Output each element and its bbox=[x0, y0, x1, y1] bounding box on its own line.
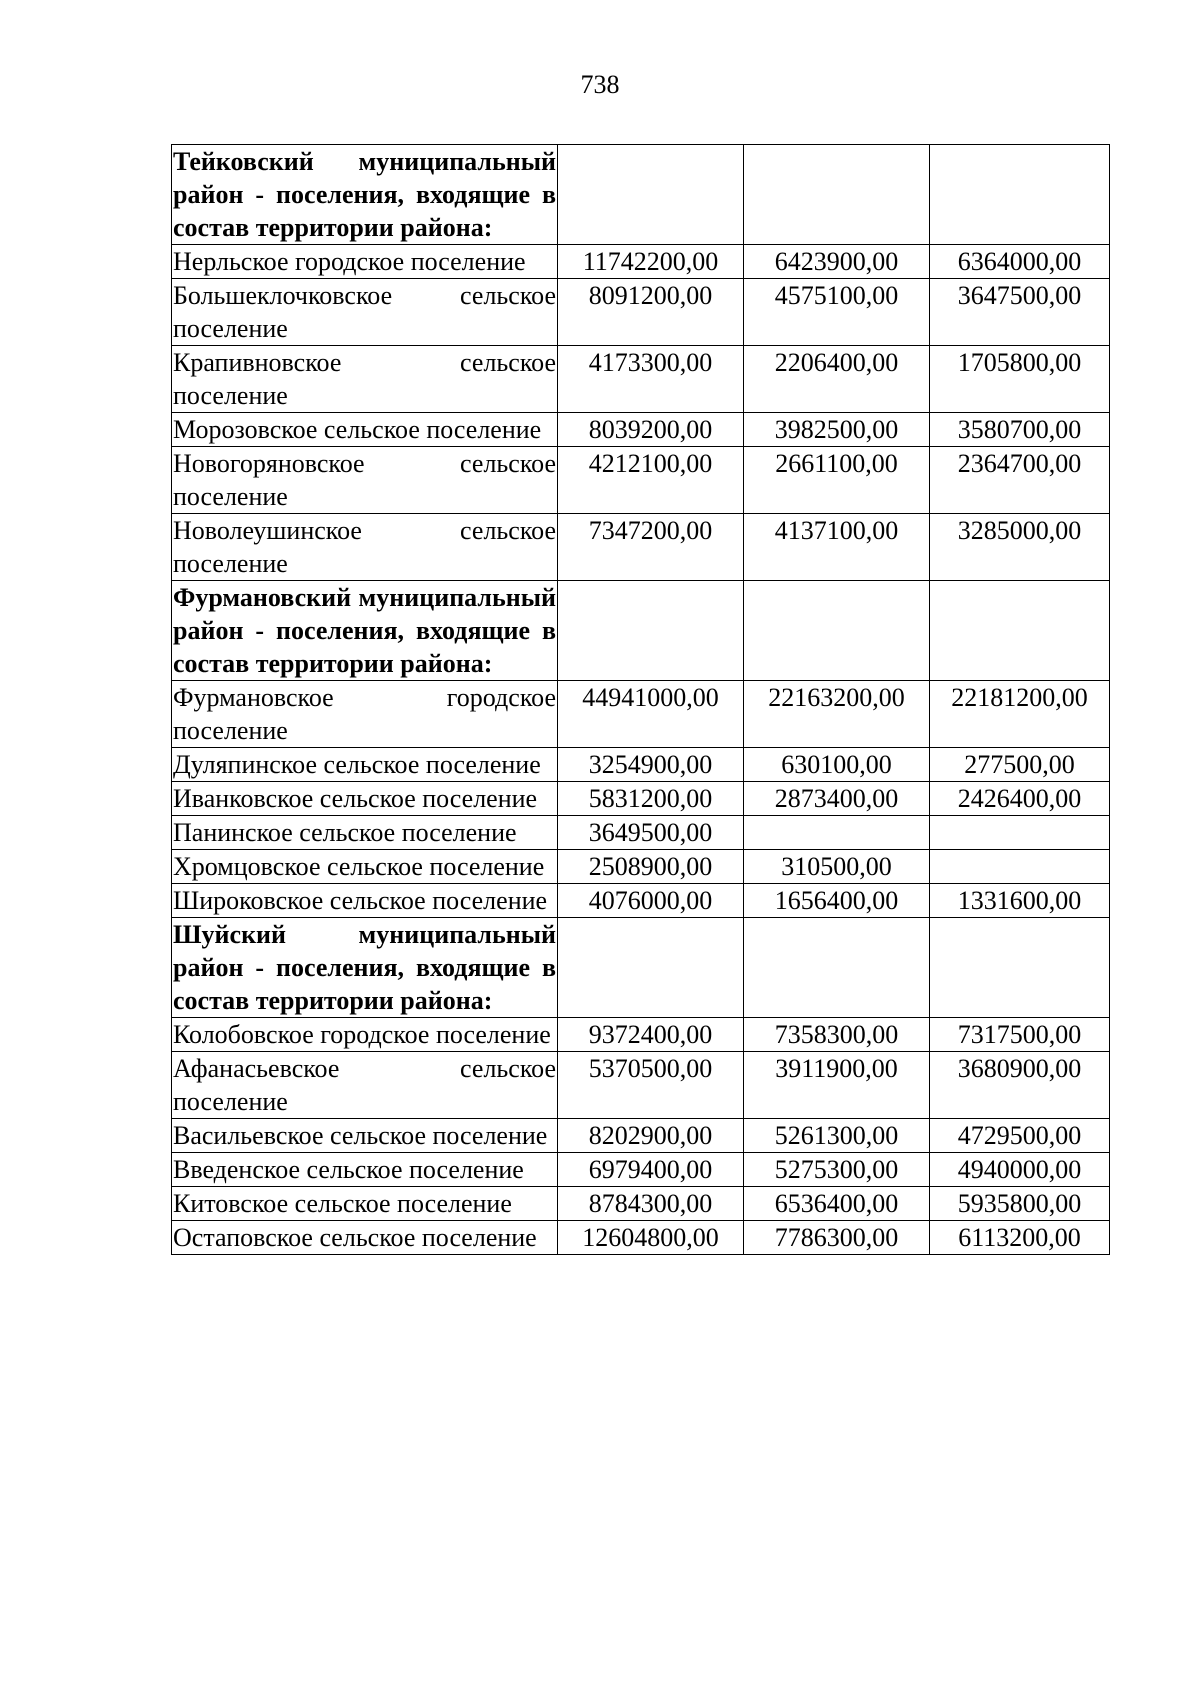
amount-cell-3: 4940000,00 bbox=[930, 1153, 1110, 1187]
amount-cell-2: 7358300,00 bbox=[744, 1018, 930, 1052]
settlement-name: Афанасьевское сельское поселение bbox=[172, 1052, 558, 1119]
settlement-name: Большеклочковское сельское поселение bbox=[172, 279, 558, 346]
amount-cell-1: 5370500,00 bbox=[558, 1052, 744, 1119]
settlement-name: Панинское сельское поселение bbox=[172, 816, 558, 850]
amount-cell-2: 22163200,00 bbox=[744, 681, 930, 748]
amount-cell-3: 6364000,00 bbox=[930, 245, 1110, 279]
settlement-name: Колобовское городское поселение bbox=[172, 1018, 558, 1052]
amount-cell-2: 1656400,00 bbox=[744, 884, 930, 918]
settlement-name: Новолеушинское сельское поселение bbox=[172, 514, 558, 581]
settlement-name: Фурмановское городское поселение bbox=[172, 681, 558, 748]
table-row bbox=[172, 245, 1110, 279]
table-row bbox=[172, 884, 1110, 918]
settlement-name: Нерльское городское поселение bbox=[172, 245, 558, 279]
budget-table bbox=[171, 144, 1110, 1255]
amount-cell-2: 2206400,00 bbox=[744, 346, 930, 413]
amount-cell-3: 3647500,00 bbox=[930, 279, 1110, 346]
table-row bbox=[172, 514, 1110, 581]
settlement-name: Китовское сельское поселение bbox=[172, 1187, 558, 1221]
amount-cell-2: 2661100,00 bbox=[744, 447, 930, 514]
amount-cell-3: 3285000,00 bbox=[930, 514, 1110, 581]
table-row bbox=[172, 850, 1110, 884]
amount-cell-2: 5261300,00 bbox=[744, 1119, 930, 1153]
amount-cell-3: 3580700,00 bbox=[930, 413, 1110, 447]
amount-cell-3 bbox=[930, 850, 1110, 884]
district-heading: Тейковский муниципальный район - поселения, входящие в состав территории района: bbox=[172, 145, 558, 245]
amount-cell-3 bbox=[930, 816, 1110, 850]
amount-cell-3: 6113200,00 bbox=[930, 1221, 1110, 1255]
settlement-name: Остаповское сельское поселение bbox=[172, 1221, 558, 1255]
amount-cell-1: 11742200,00 bbox=[558, 245, 744, 279]
table-row bbox=[172, 681, 1110, 748]
amount-cell-2: 3982500,00 bbox=[744, 413, 930, 447]
amount-cell-2: 3911900,00 bbox=[744, 1052, 930, 1119]
amount-cell-2: 6423900,00 bbox=[744, 245, 930, 279]
amount-cell-1: 7347200,00 bbox=[558, 514, 744, 581]
amount-cell-3: 22181200,00 bbox=[930, 681, 1110, 748]
district-heading: Фурмановский муниципальный район - поселения, входящие в состав территории района: bbox=[172, 581, 558, 681]
amount-cell-1: 4076000,00 bbox=[558, 884, 744, 918]
table-row bbox=[172, 1187, 1110, 1221]
amount-cell-2: 5275300,00 bbox=[744, 1153, 930, 1187]
settlement-name: Новогоряновское сельское поселение bbox=[172, 447, 558, 514]
table-row bbox=[172, 1221, 1110, 1255]
table-row bbox=[172, 346, 1110, 413]
amount-cell-2 bbox=[744, 145, 930, 245]
district-heading-row bbox=[172, 918, 1110, 1018]
table-row bbox=[172, 279, 1110, 346]
settlement-name: Дуляпинское сельское поселение bbox=[172, 748, 558, 782]
table-row bbox=[172, 748, 1110, 782]
settlement-name: Введенское сельское поселение bbox=[172, 1153, 558, 1187]
table-row bbox=[172, 1119, 1110, 1153]
amount-cell-3: 5935800,00 bbox=[930, 1187, 1110, 1221]
amount-cell-2 bbox=[744, 816, 930, 850]
amount-cell-3 bbox=[930, 581, 1110, 681]
amount-cell-1 bbox=[558, 918, 744, 1018]
amount-cell-2 bbox=[744, 581, 930, 681]
amount-cell-1 bbox=[558, 581, 744, 681]
amount-cell-1: 8784300,00 bbox=[558, 1187, 744, 1221]
amount-cell-1: 2508900,00 bbox=[558, 850, 744, 884]
page-number: 738 bbox=[580, 70, 620, 99]
amount-cell-2: 7786300,00 bbox=[744, 1221, 930, 1255]
amount-cell-3: 1705800,00 bbox=[930, 346, 1110, 413]
amount-cell-3 bbox=[930, 145, 1110, 245]
amount-cell-1: 44941000,00 bbox=[558, 681, 744, 748]
table-row bbox=[172, 413, 1110, 447]
district-heading: Шуйский муниципальный район - поселения, входящие в состав территории района: bbox=[172, 918, 558, 1018]
amount-cell-3: 3680900,00 bbox=[930, 1052, 1110, 1119]
amount-cell-1: 12604800,00 bbox=[558, 1221, 744, 1255]
amount-cell-2: 4137100,00 bbox=[744, 514, 930, 581]
settlement-name: Васильевское сельское поселение bbox=[172, 1119, 558, 1153]
amount-cell-1: 3649500,00 bbox=[558, 816, 744, 850]
amount-cell-2 bbox=[744, 918, 930, 1018]
amount-cell-3: 277500,00 bbox=[930, 748, 1110, 782]
district-heading-row bbox=[172, 581, 1110, 681]
table-row bbox=[172, 816, 1110, 850]
amount-cell-1: 8202900,00 bbox=[558, 1119, 744, 1153]
amount-cell-1 bbox=[558, 145, 744, 245]
amount-cell-2: 2873400,00 bbox=[744, 782, 930, 816]
settlement-name: Иванковское сельское поселение bbox=[172, 782, 558, 816]
amount-cell-1: 3254900,00 bbox=[558, 748, 744, 782]
table-row bbox=[172, 1052, 1110, 1119]
table-row bbox=[172, 1018, 1110, 1052]
amount-cell-2: 630100,00 bbox=[744, 748, 930, 782]
budget-table-body bbox=[172, 145, 1110, 1255]
amount-cell-1: 6979400,00 bbox=[558, 1153, 744, 1187]
amount-cell-3 bbox=[930, 918, 1110, 1018]
amount-cell-1: 9372400,00 bbox=[558, 1018, 744, 1052]
settlement-name: Крапивновское сельское поселение bbox=[172, 346, 558, 413]
settlement-name: Широковское сельское поселение bbox=[172, 884, 558, 918]
amount-cell-2: 310500,00 bbox=[744, 850, 930, 884]
amount-cell-3: 7317500,00 bbox=[930, 1018, 1110, 1052]
settlement-name: Хромцовское сельское поселение bbox=[172, 850, 558, 884]
amount-cell-3: 2426400,00 bbox=[930, 782, 1110, 816]
amount-cell-3: 2364700,00 bbox=[930, 447, 1110, 514]
table-row bbox=[172, 1153, 1110, 1187]
amount-cell-1: 4173300,00 bbox=[558, 346, 744, 413]
table-row bbox=[172, 447, 1110, 514]
amount-cell-1: 4212100,00 bbox=[558, 447, 744, 514]
settlement-name: Морозовское сельское поселение bbox=[172, 413, 558, 447]
amount-cell-3: 4729500,00 bbox=[930, 1119, 1110, 1153]
amount-cell-1: 8091200,00 bbox=[558, 279, 744, 346]
amount-cell-1: 8039200,00 bbox=[558, 413, 744, 447]
table-row bbox=[172, 782, 1110, 816]
amount-cell-3: 1331600,00 bbox=[930, 884, 1110, 918]
district-heading-row bbox=[172, 145, 1110, 245]
amount-cell-2: 4575100,00 bbox=[744, 279, 930, 346]
amount-cell-2: 6536400,00 bbox=[744, 1187, 930, 1221]
amount-cell-1: 5831200,00 bbox=[558, 782, 744, 816]
